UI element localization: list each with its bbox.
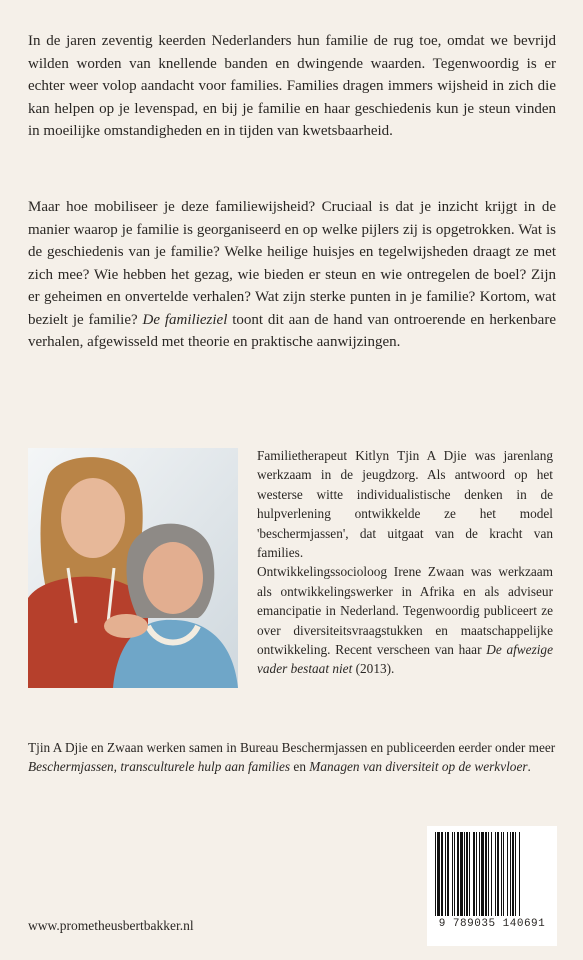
isbn-number: 9 789035 140691 [438,918,546,930]
barcode-bar [485,832,487,916]
author-bio-2 [257,562,553,678]
barcode-bar [497,832,499,916]
barcode-bar [445,832,446,916]
author-bio-1: Familietherapeut Kitlyn Tjin A Djie was jarenlang werkzaam in de jeugdzorg. Als antwoord op het westerse witte individualistische denken in de hulpverlening ontwikkelde ze het model 'beschermjassen', dat uitgaat van de kracht van families. [257,448,553,561]
closing-paragraph [28,738,556,777]
closing-text-c: . [527,759,531,775]
barcode-bar [491,832,492,916]
barcode-bar [519,832,520,916]
barcode-bar [507,832,508,916]
barcode-bars [433,832,551,916]
author-bio-2-book-title: De afwezige vader bestaat niet [257,642,553,677]
intro-paragraph-2 [28,196,556,354]
barcode-bar [460,832,463,916]
barcode-bar [510,832,511,916]
barcode-bar [447,832,449,916]
intro-paragraph-2-text-a: Maar hoe mobiliseer je deze familiewijsheid? Cruciaal is dat je inzicht krijgt in de manier waarop je familie is georganiseerd en op welke pijlers zij is opgetrokken. Wat is de geschiedenis van je familie? Welke heilige huisjes en tegelwijsheden draagt ze met zich mee? Wie hebben het gezag, wie bieden er steun en wie ontregelen de boel? Zijn er geheimen en onvertelde verhalen? Wat zijn sterke punten in je familie? Kortom, wat bezielt je familie? [28,199,556,328]
author-photo-illustration [28,448,238,688]
barcode-bar [479,832,480,916]
barcode-bar [454,832,455,916]
publisher-url: www.prometheusbertbakker.nl [28,918,194,933]
intro-paragraph-1: In de jaren zeventig keerden Nederlanders hun familie de rug toe, omdat we bevrijd wilden worden van knellende banden en dwingende waarden. Tegenwoordig is er echter weer volop aandacht voor families. Families dragen immers wijsheid in zich die kan helpen op je levenspad, en bij je familie en haar geschiedenis kun je steun vinden in moeilijke omstandigheden en in tijden van kwetsbaarheid. [28,33,556,139]
barcode-bar [476,832,477,916]
barcode [427,826,557,946]
closing-text-b: en [290,759,310,775]
barcode-bar [441,832,443,916]
author-bio-2-text-a: Ontwikkelingssocioloog Irene Zwaan was werkzaam als ontwikkelingswerker in Afrika en als adviseur emancipatie in Nederland. Tegenwoordig publiceert ze over diversiteitsvraagstukken en maatschappelijke ontwikkeling. Recent verscheen van haar [257,564,553,658]
barcode-bar [464,832,465,916]
barcode-bar [501,832,502,916]
author-photo [28,448,238,688]
barcode-bar [457,832,459,916]
author-bio [257,446,553,679]
barcode-bar [512,832,514,916]
closing-text-a: Tjin A Djie en Zwaan werken samen in Bureau Beschermjassen en publiceerden eerder onder meer [28,740,556,755]
barcode-bar [435,832,436,916]
barcode-bar [515,832,516,916]
barcode-bar [495,832,496,916]
barcode-bar [473,832,475,916]
barcode-bar [466,832,468,916]
book-title: De familieziel [142,311,228,328]
barcode-bar [469,832,470,916]
barcode-bar [503,832,504,916]
closing-title-2: Managen van diversiteit op de werkvloer [309,759,528,775]
barcode-bar [452,832,453,916]
intro-paragraph-2-text-b: toont dit aan de hand van ontroerende en herkenbare verhalen, afgewisseld met theorie en praktische aanwijzingen. [28,311,556,350]
author-bio-2-text-b: (2013). [352,661,395,677]
barcode-bar [481,832,484,916]
closing-title-1: Beschermjassen, transculturele hulp aan families [28,759,291,775]
barcode-bar [488,832,489,916]
barcode-bar [437,832,440,916]
